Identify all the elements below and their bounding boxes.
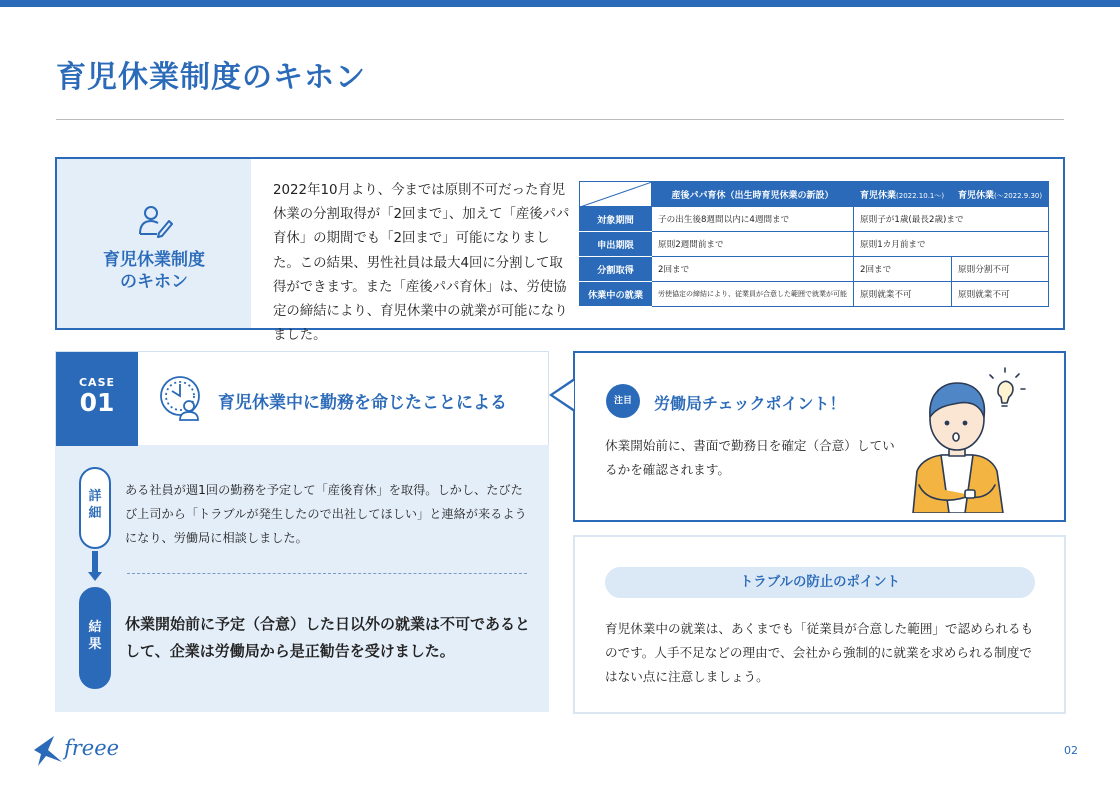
case-result: 休業開始前に予定（合意）した日以外の就業は不可であるとして、企業は労働局から是正勧告を受けました。 bbox=[125, 615, 531, 660]
case-header bbox=[55, 351, 549, 445]
flow-arrow-line bbox=[92, 551, 98, 573]
checkpoint-text: 休業開始前に、書面で勤務日を確定（合意）しているかを確認されます。 bbox=[605, 438, 895, 477]
table-cell: 原則2週間前まで bbox=[652, 232, 854, 257]
result-label: 結果 bbox=[79, 587, 111, 689]
table-cell: 原則1カ月前まで bbox=[854, 232, 1049, 257]
flow-arrow-head bbox=[88, 572, 102, 581]
note-badge: 注目 bbox=[606, 384, 640, 418]
freee-logo bbox=[32, 730, 128, 772]
lightbulb-icon bbox=[990, 368, 1025, 406]
table-header-row bbox=[580, 182, 1049, 207]
table-cell: 原則就業不可 bbox=[854, 282, 952, 307]
case-badge bbox=[56, 352, 138, 446]
row-header: 申出期限 bbox=[580, 232, 652, 257]
table-cell: 2回まで bbox=[854, 257, 952, 282]
table-cell: 原則子が1歳(最長2歳)まで bbox=[854, 207, 1049, 232]
summary-text: 2022年10月より、今までは原則不可だった育児休業の分割取得が「2回まで」、加えて「産後パパ育休」の期間でも「2回まで」可能になりました。この結果、男性社員は最大4回に分割して取得ができます。また「産後パパ育休」は、労使協定の締結により、育児休業中の就業が可能になりました。 bbox=[273, 183, 570, 344]
case-detail: ある社員が週1回の勤務を予定して「産後育休」を取得。しかし、たびたび上司から「トラブルが発生したので出社してほしい」と連絡が来るようになり、労働局に相談しました。 bbox=[125, 483, 527, 545]
table-row bbox=[580, 282, 1049, 307]
detail-label: 詳細 bbox=[79, 467, 111, 549]
prevention-box bbox=[573, 535, 1066, 714]
case-card bbox=[55, 351, 549, 712]
comparison-table bbox=[579, 181, 1049, 307]
table-row bbox=[580, 257, 1049, 282]
summary-label bbox=[57, 249, 251, 293]
table-cell: 2回まで bbox=[652, 257, 854, 282]
row-header: 分割取得 bbox=[580, 257, 652, 282]
page-number: 02 bbox=[1064, 744, 1078, 757]
title-divider bbox=[56, 119, 1064, 120]
summary-label-panel bbox=[57, 159, 251, 328]
prevention-text: 育児休業中の就業は、あくまでも「従業員が合意した範囲」で認められるものです。人手不足などの理由で、会社から強制的に就業を求められる制度ではない点に注意しましょう。 bbox=[605, 621, 1034, 684]
checkpoint-box bbox=[573, 351, 1066, 522]
person-checking-watch-illustration bbox=[897, 363, 1037, 517]
case-label: CASE bbox=[78, 376, 116, 389]
top-accent-bar bbox=[0, 0, 1120, 7]
summary-label-line2: のキホン bbox=[120, 272, 188, 292]
table-cell: 子の出生後8週間以内に4週間まで bbox=[652, 207, 854, 232]
table-cell: 原則分割不可 bbox=[952, 257, 1049, 282]
page-title: 育児休業制度のキホン bbox=[56, 60, 366, 95]
table-row bbox=[580, 232, 1049, 257]
case-number: 01 bbox=[79, 388, 115, 417]
clock-person-icon bbox=[158, 374, 206, 426]
person-writing-icon bbox=[137, 203, 173, 243]
svg-text:freee: freee bbox=[64, 736, 120, 760]
speech-tail-inner bbox=[553, 381, 574, 409]
case-title: 育児休業中に勤務を命じたことによる bbox=[218, 393, 507, 413]
prevention-title: トラブルの防止のポイント bbox=[605, 567, 1035, 598]
dotted-divider bbox=[127, 573, 527, 574]
row-header: 休業中の就業 bbox=[580, 282, 652, 307]
row-header: 対象期間 bbox=[580, 207, 652, 232]
summary-label-line1: 育児休業制度 bbox=[103, 250, 205, 270]
table-corner-cell bbox=[580, 182, 652, 207]
table-header-cell: 産後パパ育休（出生時育児休業の新設） bbox=[652, 182, 854, 207]
table-cell: 原則就業不可 bbox=[952, 282, 1049, 307]
table-header-cell: 育児休業(〜2022.9.30) bbox=[952, 182, 1049, 207]
table-row bbox=[580, 207, 1049, 232]
bird-icon bbox=[34, 736, 62, 766]
table-header-cell: 育児休業(2022.10.1〜) bbox=[854, 182, 952, 207]
table-cell: 労使協定の締結により、従業員が合意した範囲で就業が可能 bbox=[652, 282, 854, 307]
checkpoint-title: 労働局チェックポイント！ bbox=[654, 394, 846, 413]
summary-box bbox=[55, 157, 1065, 344]
